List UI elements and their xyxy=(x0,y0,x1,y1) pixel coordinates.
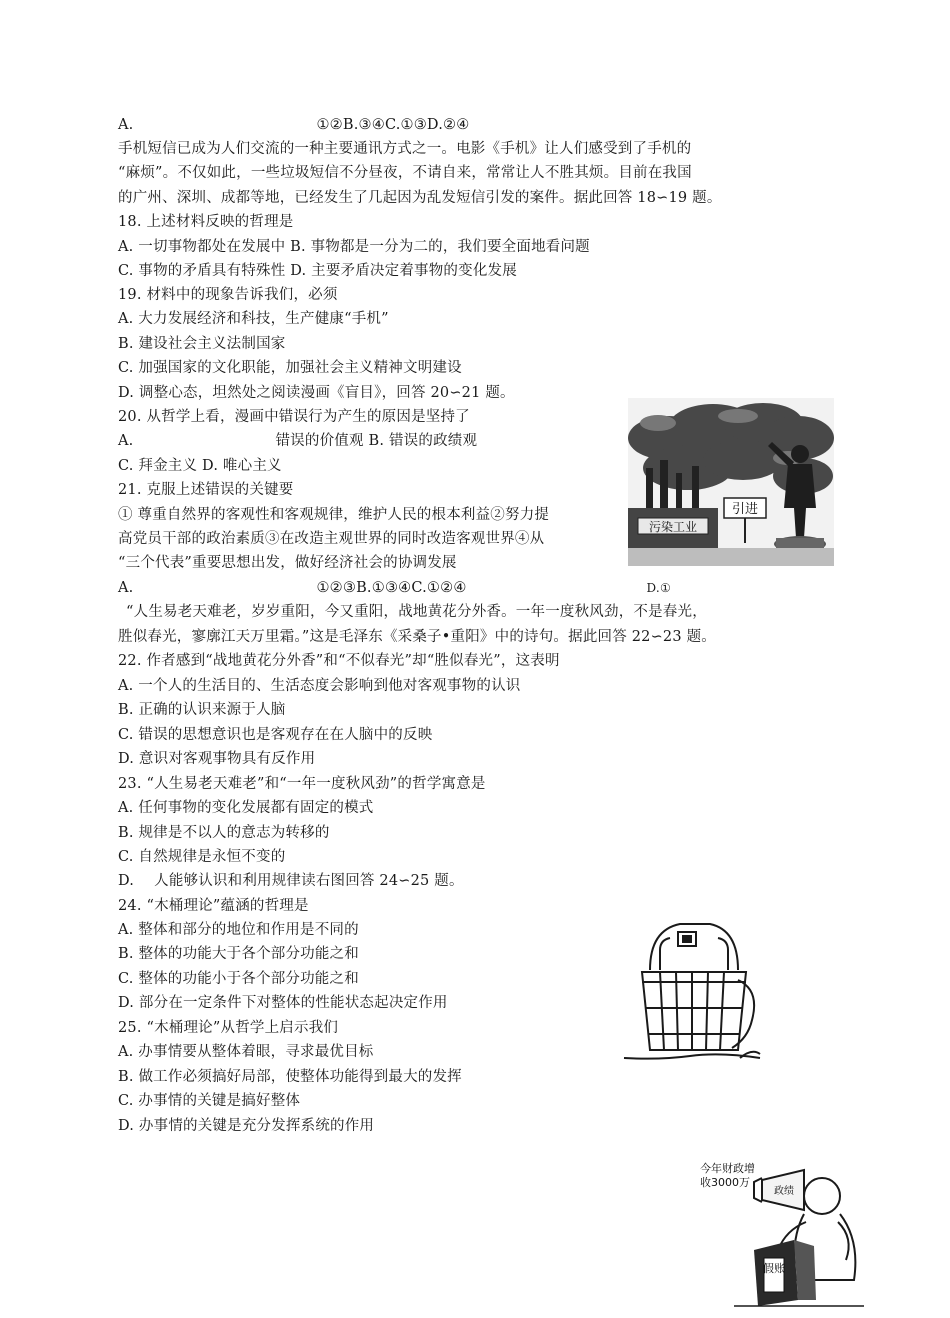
line-17: ① 尊重自然界的客观性和客观规律，维护人民的根本利益②努力提 xyxy=(118,507,550,523)
caption-line1: 今年财政增 xyxy=(700,1162,755,1175)
option-d-partial: D.① xyxy=(646,581,671,595)
line-39: A. 办事情要从整体着眼，寻求最优目标 xyxy=(118,1044,374,1060)
option-label: D. xyxy=(118,873,135,889)
book-label: 假账 xyxy=(763,1262,785,1275)
line-3: “麻烦”。不仅如此，一些垃圾短信不分昼夜，不请自来，常常让人不胜其烦。目前在我国 xyxy=(118,165,692,181)
line-11: C. 加强国家的文化职能，加强社会主义精神文明建设 xyxy=(118,360,462,376)
line-26: C. 错误的思想意识也是客观存在在人脑中的反映 xyxy=(118,727,433,743)
question-21: 21. 克服上述错误的关键要 xyxy=(118,482,294,498)
line-36: C. 整体的功能小于各个部分功能之和 xyxy=(118,971,359,987)
line-12: D. 调整心态，坦然处之阅读漫画《盲目》，回答 20∽21 题。 xyxy=(118,385,515,401)
option-label: A. xyxy=(118,433,134,449)
line-29: A. 任何事物的变化发展都有固定的模式 xyxy=(118,800,374,816)
line-34: A. 整体和部分的地位和作用是不同的 xyxy=(118,922,359,938)
question-25: 25. “木桶理论”从哲学上启示我们 xyxy=(118,1020,339,1036)
line-7: C. 事物的矛盾具有特殊性 D. 主要矛盾决定着事物的变化发展 xyxy=(118,263,517,279)
line-41: C. 办事情的关键是搞好整体 xyxy=(118,1093,301,1109)
question-18: 18. 上述材料反映的哲理是 xyxy=(118,214,294,230)
cartoon-blind-image xyxy=(628,398,834,566)
line-42: D. 办事情的关键是充分发挥系统的作用 xyxy=(118,1118,375,1134)
option-choices: 错误的价值观 B. 错误的政绩观 xyxy=(275,433,478,449)
question-24: 24. “木桶理论”蕴涵的哲理是 xyxy=(118,898,309,914)
option-choices: ①②B.③④C.①③D.②④ xyxy=(316,117,470,133)
megaphone-label: 政绩 xyxy=(774,1186,794,1197)
sign-pollution-industry: 污染工业 xyxy=(648,520,698,534)
question-19: 19. 材料中的现象告诉我们，必须 xyxy=(118,287,338,303)
line-40: B. 做工作必须搞好局部，使整体功能得到最大的发挥 xyxy=(118,1069,462,1085)
caption-line2: 收3000万 xyxy=(700,1176,750,1189)
question-22: 22. 作者感到“战地黄花分外香”和“不似春光”却“胜似春光”，这表明 xyxy=(118,653,560,669)
line-4: 的广州、深圳、成都等地，已经发生了几起因为乱发短信引发的案件。据此回答 18∽19 题。 xyxy=(118,190,722,206)
line-2: 手机短信已成为人们交流的一种主要通讯方式之一。电影《手机》让人们感受到了手机的 xyxy=(118,141,692,157)
line-14 xyxy=(118,431,477,451)
line-27: D. 意识对客观事物具有反作用 xyxy=(118,751,316,767)
line-9: A. 大力发展经济和科技，生产健康“手机” xyxy=(118,311,389,327)
option-choices: ①②③B.①③④C.①②④ xyxy=(316,580,467,596)
sign-introduce: 引进 xyxy=(731,502,759,517)
line-32 xyxy=(118,871,464,891)
line-1 xyxy=(118,115,469,135)
line-22: 胜似春光，寥廓江天万里霜。”这是毛泽东《采桑子•重阳》中的诗句。据此回答 22∽23 题。 xyxy=(118,629,716,645)
line-20 xyxy=(118,578,671,598)
option-text: 人能够认识和利用规律读右图回答 24∽25 题。 xyxy=(154,873,464,889)
question-20: 20. 从哲学上看，漫画中错误行为产生的原因是坚持了 xyxy=(118,409,470,425)
bucket-cartoon-image xyxy=(620,910,770,1072)
line-35: B. 整体的功能大于各个部分功能之和 xyxy=(118,946,359,962)
line-18: 高党员干部的政治素质③在改造主观世界的同时改造客观世界④从 xyxy=(118,531,545,547)
line-25: B. 正确的认识来源于人脑 xyxy=(118,702,286,718)
line-30: B. 规律是不以人的意志为转移的 xyxy=(118,825,330,841)
false-accounts-cartoon-image xyxy=(694,1160,866,1310)
question-23: 23. “人生易老天难老”和“一年一度秋风劲”的哲学寓意是 xyxy=(118,776,486,792)
line-21: “人生易老天难老，岁岁重阳，今又重阳，战地黄花分外香。一年一度秋风劲，不是春光， xyxy=(126,604,707,620)
option-label: A. xyxy=(118,580,134,596)
line-6: A. 一切事物都处在发展中 B. 事物都是一分为二的，我们要全面地看问题 xyxy=(118,239,590,255)
line-31: C. 自然规律是永恒不变的 xyxy=(118,849,286,865)
line-19: “三个代表”重要思想出发，做好经济社会的协调发展 xyxy=(118,555,457,571)
line-15: C. 拜金主义 D. 唯心主义 xyxy=(118,458,282,474)
line-37: D. 部分在一定条件下对整体的性能状态起决定作用 xyxy=(118,995,448,1011)
line-24: A. 一个人的生活目的、生活态度会影响到他对客观事物的认识 xyxy=(118,678,521,694)
line-10: B. 建设社会主义法制国家 xyxy=(118,336,286,352)
option-label: A. xyxy=(118,117,134,133)
